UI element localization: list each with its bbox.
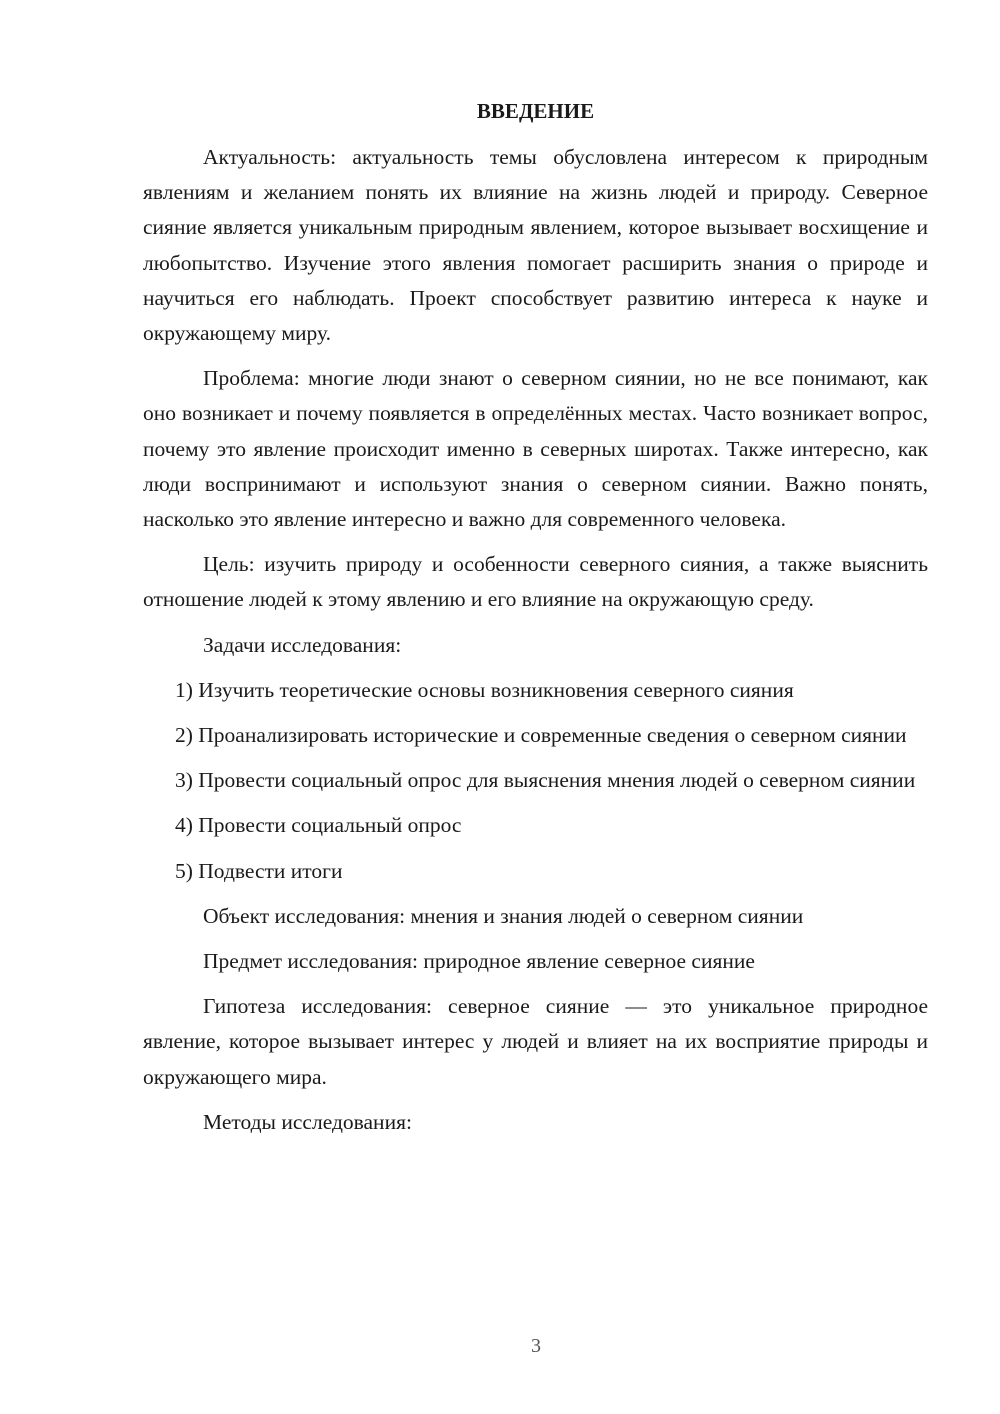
tasks-intro: Задачи исследования: (203, 632, 402, 657)
page-number: 3 (531, 1335, 541, 1357)
research-hypothesis: Гипотеза исследования: северное сияние — это уникальное природное явление, которое вызывает интерес у людей и влияет на их восприятие природы и окружающего мира. (143, 994, 928, 1089)
research-methods: Методы исследования: (203, 1109, 412, 1134)
relevance-paragraph: Актуальность: актуальность темы обусловлена интересом к природным явлениям и желанием понять их влияние на жизнь людей и природу. Северное сияние является уникальным природным явлением, которое вызывает восхищение и любопытство. Изучение этого явления помогает расширить знания о природе и научиться его наблюдать. Проект способствует развитию интереса к науке и окружающему миру. (143, 145, 928, 346)
task-item-2: 2) Проанализировать исторические и современные сведения о северном сиянии (175, 723, 907, 748)
research-subject: Предмет исследования: природное явление северное сияние (203, 949, 755, 974)
task-item-1: 1) Изучить теоретические основы возникновения северного сияния (175, 677, 794, 702)
task-item-5: 5) Подвести итоги (175, 858, 343, 883)
goal-paragraph: Цель: изучить природу и особенности северного сияния, а также выяснить отношение людей к этому явлению и его влияние на окружающую среду. (143, 552, 928, 612)
section-heading: ВВЕДЕНИЕ (476, 99, 595, 123)
task-item-3: 3) Провести социальный опрос для выяснения мнения людей о северном сиянии (175, 768, 916, 793)
problem-paragraph: Проблема: многие люди знают о северном сиянии, но не все понимают, как оно возникает и почему появляется в определённых местах. Часто возникает вопрос, почему это явление происходит именно в северных широтах. Также интересно, как люди воспринимают и используют знания о северном сиянии. Важно понять, насколько это явление интересно и важно для современного человека. (143, 366, 928, 532)
page-content (143, 96, 928, 1150)
research-object: Объект исследования: мнения и знания людей о северном сиянии (203, 903, 804, 928)
task-item-4: 4) Провести социальный опрос (175, 813, 462, 838)
